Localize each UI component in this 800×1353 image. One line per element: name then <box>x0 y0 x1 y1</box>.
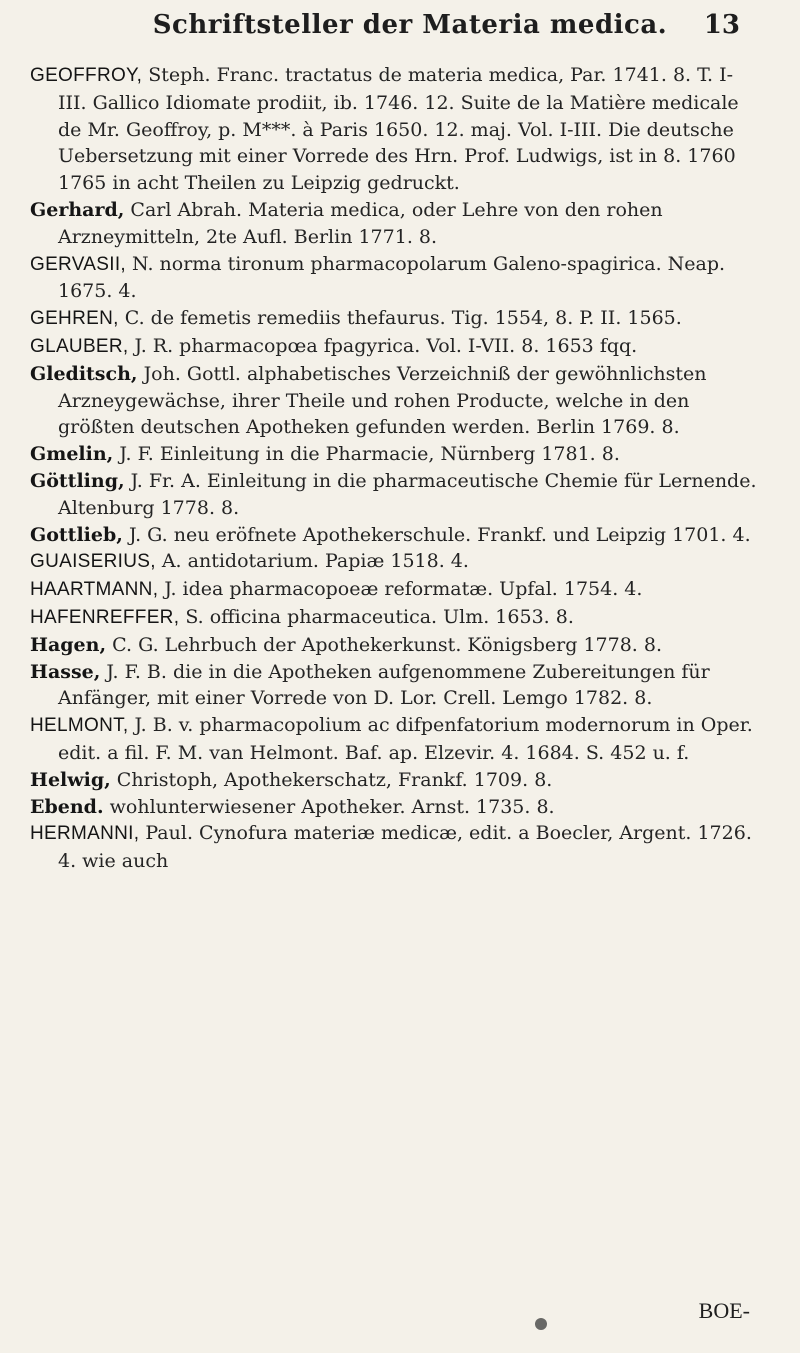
bibliography-entry <box>30 548 760 576</box>
entry-author: GLAUBER, <box>30 335 129 357</box>
bibliography-entry <box>30 820 760 875</box>
entry-text: J. F. Einleitung in die Pharmacie, Nürnberg 1781. 8. <box>119 443 620 466</box>
entry-author: GEHREN, <box>30 308 119 330</box>
bibliography-entry <box>30 197 760 251</box>
entry-text: A. antidotarium. Papiæ 1518. 4. <box>161 550 469 573</box>
entry-author: GERVASII, <box>30 253 126 275</box>
entry-author: HAARTMANN, <box>30 579 159 601</box>
bibliography-entry <box>30 712 760 767</box>
entry-author: Göttling, <box>30 469 125 492</box>
entry-author: Gmelin, <box>30 443 114 466</box>
entry-author: Hasse, <box>30 660 101 683</box>
bibliography-entry <box>30 632 760 659</box>
entry-text: J. G. neu eröfnete Apothekerschule. Frankf. und Leipzig 1701. 4. <box>128 523 751 546</box>
bibliography-entry <box>30 441 760 468</box>
entry-author: GEOFFROY, <box>30 65 143 86</box>
page-number: 13 <box>703 10 740 40</box>
entry-text: wohlunterwiesener Apotheker. Arnst. 1735. 8. <box>109 795 555 818</box>
bibliography-entry <box>30 305 760 333</box>
entry-text: C. de femetis remediis thefaurus. Tig. 1554, 8. P. II. 1565. <box>124 307 682 330</box>
bibliography-entry <box>30 62 760 197</box>
bibliography-entry <box>30 333 760 361</box>
entry-author: Hagen, <box>30 633 107 656</box>
entry-author: Ebend. <box>30 795 104 818</box>
entry-author: GUAISERIUS, <box>30 551 156 573</box>
bibliography-entry <box>30 659 760 713</box>
running-head: Schriftsteller der Materia medica. <box>152 10 668 40</box>
entry-text: J. R. pharmacopœa fpagyrica. Vol. I-VII. 8. 1653 fqq. <box>134 334 638 357</box>
entry-author: Gottlieb, <box>30 523 123 546</box>
catchword: BOE- <box>698 1298 750 1323</box>
ink-spot <box>535 1318 547 1330</box>
bibliography-entry <box>30 251 760 306</box>
entry-text: S. officina pharmaceutica. Ulm. 1653. 8. <box>185 605 574 628</box>
entry-text: J. F. B. die in die Apotheken aufgenommene Zubereitungen für Anfänger, mit einer Vorrede von D. Lor. Crell. Lemgo 1782. 8. <box>58 660 710 710</box>
bibliography-entry <box>30 604 760 632</box>
bibliography-entry <box>30 361 760 441</box>
bibliography-entry <box>30 576 760 604</box>
bibliography-entry <box>30 468 760 522</box>
bibliography-entry <box>30 767 760 794</box>
bibliography-entry <box>30 794 760 821</box>
entry-text: Carl Abrah. Materia medica, oder Lehre von den rohen Arzneymitteln, 2te Aufl. Berlin 1771. 8. <box>58 198 663 248</box>
entry-author: HAFENREFFER, <box>30 606 180 628</box>
entry-text: Joh. Gottl. alphabetisches Verzeichniß der gewöhnlichsten Arzneygewächse, ihrer Theile und rohen Producte, welche in den größten deutschen Apotheken gefunden werden. Berlin 1769. 8. <box>58 362 707 439</box>
bibliography-entry <box>30 522 760 549</box>
entry-author: Gleditsch, <box>30 362 138 385</box>
entry-author: HELMONT, <box>30 715 129 737</box>
entry-text: Steph. Franc. tractatus de materia medica, Par. 1741. 8. T. I-III. Gallico Idiomate prodiit, ib. 1746. 12. Suite de la Matière medicale de Mr. Geoffroy, p. M***. à Paris 1650. 12. maj. Vol. I-III. Die deutsche Uebersetzung mit einer Vorrede des Hrn. Prof. Ludwigs, ist in 8. 1760 1765 in acht Theilen zu Leipzig gedruckt. <box>58 64 739 195</box>
entry-text: C. G. Lehrbuch der Apothekerkunst. Königsberg 1778. 8. <box>112 633 663 656</box>
entry-author: HERMANNI, <box>30 823 140 845</box>
entry-text: N. norma tironum pharmacopolarum Galeno-spagirica. Neap. 1675. 4. <box>58 252 726 303</box>
entry-author: Helwig, <box>30 768 111 791</box>
entry-text: J. Fr. A. Einleitung in die pharmaceutische Chemie für Lernende. Altenburg 1778. 8. <box>58 469 757 519</box>
entry-text: Paul. Cynofura materiæ medicæ, edit. a Boecler, Argent. 1726. 4. wie auch <box>58 822 752 873</box>
entry-text: J. idea pharmacopoeæ reformatæ. Upfal. 1754. 4. <box>164 578 643 601</box>
entry-text: J. B. v. pharmacopolium ac difpenfatorium modernorum in Oper. edit. a fil. F. M. van Helmont. Baf. ap. Elzevir. 4. 1684. S. 452 u. f. <box>58 714 753 764</box>
entry-text: Christoph, Apothekerschatz, Frankf. 1709. 8. <box>116 768 553 791</box>
bibliography-list <box>30 62 760 875</box>
entry-author: Gerhard, <box>30 198 125 221</box>
